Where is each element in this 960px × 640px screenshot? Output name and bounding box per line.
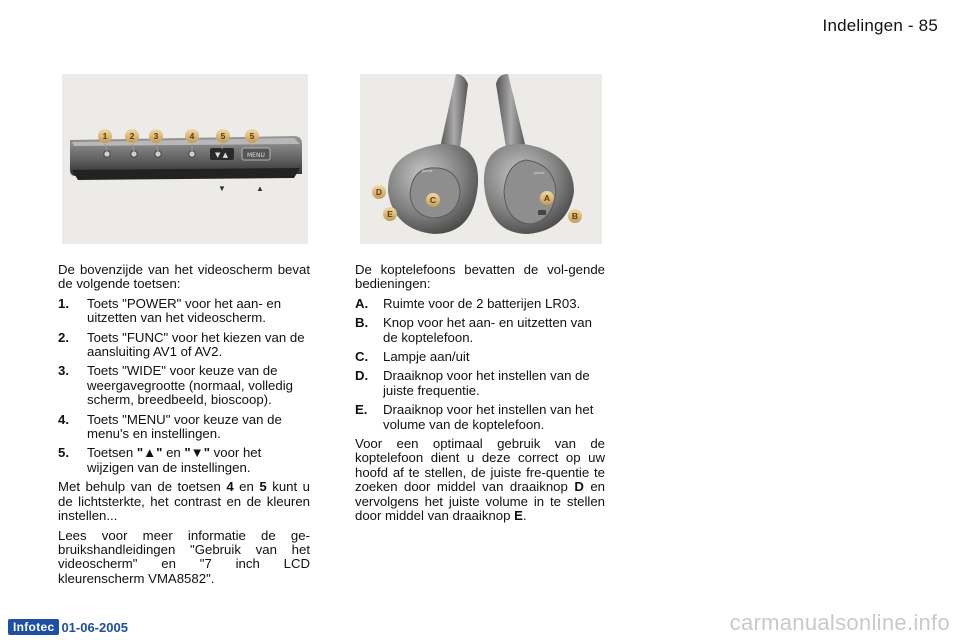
screen-controls-text — [58, 263, 310, 591]
screen-intro: De bovenzijde van het videoscherm bevat de volgende toetsen: — [58, 262, 310, 292]
item-text: Draaiknop voor het instellen van de juiste frequentie. — [383, 368, 590, 398]
item-text — [87, 446, 310, 475]
item-number: 3. — [58, 363, 69, 379]
item-letter: D. — [355, 368, 369, 384]
svg-text:B: B — [571, 211, 579, 221]
svg-text:5: 5 — [249, 131, 255, 141]
item-text: Toets "POWER" voor het aan- en uitzetten van het videoscherm. — [87, 295, 282, 326]
print-date: 01-06-2005 — [61, 619, 128, 635]
svg-text:parrot: parrot — [534, 170, 545, 175]
item-letter: E. — [355, 402, 368, 418]
list-item — [355, 369, 605, 398]
item-text: Draaiknop voor het instellen van het volume van de koptelefoon. — [383, 402, 594, 432]
svg-text:C: C — [429, 195, 437, 205]
headphones-illustration — [360, 74, 602, 244]
svg-text:1: 1 — [102, 131, 108, 141]
up-arrow-label: "▲" — [136, 445, 163, 461]
page-title: Indelingen - 85 — [822, 16, 938, 35]
more-info-paragraph: Lees voor meer informatie de ge-bruikshandleidingen "Gebruik van het videoscherm" en "7 inch LCD kleurenscherm VMA8582". — [58, 527, 310, 586]
svg-text:parrot: parrot — [422, 168, 433, 173]
item-number: 2. — [58, 329, 69, 345]
knob-ref: D — [574, 479, 584, 495]
list-item — [58, 446, 310, 475]
svg-text:D: D — [375, 187, 383, 197]
down-arrow-label: "▼" — [184, 445, 210, 461]
item-text-mid: en — [162, 445, 185, 461]
item-letter: A. — [355, 295, 369, 311]
list-item — [355, 297, 605, 311]
item-text: Toets "WIDE" voor keuze van de weergavegrootte (normaal, volledig scherm, breedbeeld, bioscoop). — [87, 363, 293, 408]
key-ref: 5 — [259, 479, 267, 495]
svg-text:3: 3 — [153, 131, 159, 141]
svg-text:▼: ▼ — [218, 184, 226, 193]
item-text: Knop voor het aan- en uitzetten van de koptelefoon. — [383, 315, 592, 345]
video-screen-drawing — [62, 74, 308, 244]
adjust-paragraph: Met behulp van de toetsen 4 en 5 kunt u de lichtsterkte, het contrast en de kleuren instellen... — [58, 479, 310, 524]
key-ref: 4 — [226, 479, 234, 495]
svg-text:4: 4 — [189, 131, 195, 141]
item-text-post: voor het wijzigen van de instellingen. — [87, 445, 262, 475]
item-number: 1. — [58, 295, 69, 311]
list-item — [355, 316, 605, 345]
headphones-drawing — [360, 74, 602, 244]
video-screen-illustration — [62, 74, 308, 244]
svg-text:E: E — [387, 209, 393, 219]
list-item — [58, 297, 310, 326]
item-text: Toets "MENU" voor keuze van de menu's en instellingen. — [87, 411, 282, 442]
item-text: Toets "FUNC" voor het kiezen van de aansluiting AV1 of AV2. — [87, 329, 305, 360]
item-text: Ruimte voor de 2 batterijen LR03. — [383, 295, 581, 311]
list-item — [355, 403, 605, 432]
item-number: 5. — [58, 445, 69, 461]
item-text: Lampje aan/uit — [383, 349, 470, 365]
list-item — [58, 413, 310, 442]
item-letter: B. — [355, 315, 369, 331]
svg-text:▼ ▲: ▼ ▲ — [215, 151, 228, 159]
headphone-intro: De koptelefoons bevatten de vol-gende bedieningen: — [355, 262, 605, 292]
footer — [8, 619, 128, 635]
item-text-pre: Toetsen — [87, 445, 137, 461]
list-item — [58, 364, 310, 407]
watermark: carmanualsonline.info — [729, 610, 950, 635]
infotec-logo: Infotec — [8, 619, 59, 635]
usage-paragraph: Voor een optimaal gebruik van de koptelefoon dient u deze correct op uw hoofd af te stellen, de juiste fre-quentie te zoeken door middel van draaiknop D en vervolgens het juiste volume in te stellen door middel van draaiknop E. — [355, 436, 605, 524]
list-item — [355, 350, 605, 364]
svg-text:5: 5 — [220, 131, 226, 141]
svg-text:▲: ▲ — [256, 184, 264, 193]
svg-text:2: 2 — [129, 131, 135, 141]
svg-text:A: A — [543, 193, 551, 203]
list-item — [58, 331, 310, 360]
headphone-controls-text — [355, 263, 605, 529]
item-number: 4. — [58, 411, 69, 427]
svg-text:MENU: MENU — [247, 152, 265, 159]
knob-ref: E — [514, 508, 523, 524]
item-letter: C. — [355, 349, 369, 365]
